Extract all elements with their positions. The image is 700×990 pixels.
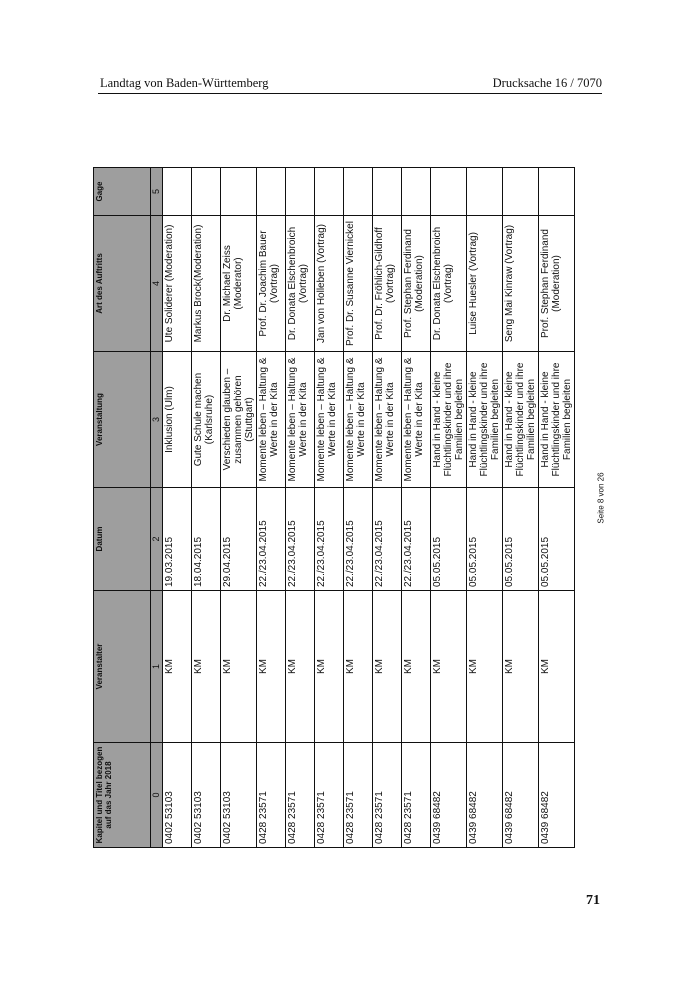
cell-veranstalter: KM bbox=[344, 591, 373, 743]
cell-datum: 05.05.2015 bbox=[431, 488, 467, 591]
header-left: Landtag von Baden-Württemberg bbox=[100, 76, 269, 90]
cell-veranstaltung: Momente leben – Haltung & Werte in der Kita bbox=[315, 352, 344, 488]
cell-art: Dr. Donata Elschenbroich (Vortrag) bbox=[286, 216, 315, 352]
rotated-table-container bbox=[93, 168, 590, 848]
table-row bbox=[373, 168, 402, 848]
cell-veranstaltung: Inklusion (Ulm) bbox=[163, 352, 192, 488]
cell-veranstaltung: Gute Schule machen (Karlsruhe) bbox=[192, 352, 221, 488]
cell-datum: 22./23.04.2015 bbox=[315, 488, 344, 591]
cell-gage bbox=[431, 168, 467, 216]
table-row bbox=[402, 168, 431, 848]
col-header-datum: Datum bbox=[94, 488, 151, 591]
cell-art: Prof. Dr. Fröhlich-Gildhoff (Vortrag) bbox=[373, 216, 402, 352]
cell-gage bbox=[315, 168, 344, 216]
table-row bbox=[431, 168, 467, 848]
cell-veranstaltung: Momente leben – Haltung & Werte in der Kita bbox=[402, 352, 431, 488]
cell-gage bbox=[192, 168, 221, 216]
table-row bbox=[467, 168, 503, 848]
cell-art: Jan von Holleben (Vortrag) bbox=[315, 216, 344, 352]
cell-kapitel: 0428 23571 bbox=[402, 743, 431, 848]
cell-veranstalter: KM bbox=[431, 591, 467, 743]
cell-gage bbox=[257, 168, 286, 216]
col-header-art: Art des Auftritts bbox=[94, 216, 151, 352]
cell-kapitel: 0428 23571 bbox=[373, 743, 402, 848]
cell-art: Prof. Stephan Ferdinand (Moderation) bbox=[402, 216, 431, 352]
cell-datum: 05.05.2015 bbox=[467, 488, 503, 591]
cell-datum: 29.04.2015 bbox=[221, 488, 257, 591]
table-row bbox=[221, 168, 257, 848]
cell-art: Dr. Donata Elschenbroich (Vortrag) bbox=[431, 216, 467, 352]
table-row bbox=[163, 168, 192, 848]
header-rule bbox=[98, 93, 602, 94]
col-header-gage: Gage bbox=[94, 168, 151, 216]
col-number: 3 bbox=[151, 352, 163, 488]
cell-kapitel: 0428 23571 bbox=[315, 743, 344, 848]
table-row bbox=[344, 168, 373, 848]
cell-datum: 19.03.2015 bbox=[163, 488, 192, 591]
col-header-kapitel: Kapitel und Titel bezogen auf das Jahr 2018 bbox=[94, 743, 151, 848]
cell-datum: 05.05.2015 bbox=[503, 488, 539, 591]
cell-gage bbox=[402, 168, 431, 216]
cell-veranstalter: KM bbox=[286, 591, 315, 743]
cell-veranstalter: KM bbox=[163, 591, 192, 743]
table-number-row bbox=[151, 168, 163, 848]
events-table bbox=[93, 167, 575, 848]
cell-datum: 22./23.04.2015 bbox=[402, 488, 431, 591]
cell-gage bbox=[467, 168, 503, 216]
cell-datum: 22./23.04.2015 bbox=[373, 488, 402, 591]
cell-veranstalter: KM bbox=[503, 591, 539, 743]
col-header-veranstalter: Veranstalter bbox=[94, 591, 151, 743]
cell-gage bbox=[539, 168, 575, 216]
cell-kapitel: 0439 68482 bbox=[431, 743, 467, 848]
cell-datum: 18.04.2015 bbox=[192, 488, 221, 591]
cell-art: Prof. Dr. Joachim Bauer (Vortrag) bbox=[257, 216, 286, 352]
cell-veranstaltung: Momente leben – Haltung & Werte in der Kita bbox=[257, 352, 286, 488]
cell-art: Markus Brock(Moderation) bbox=[192, 216, 221, 352]
cell-veranstaltung: Momente leben – Haltung & Werte in der Kita bbox=[286, 352, 315, 488]
cell-kapitel: 0428 23571 bbox=[344, 743, 373, 848]
cell-art: Ute Soliderer (Moderation) bbox=[163, 216, 192, 352]
cell-veranstalter: KM bbox=[539, 591, 575, 743]
cell-veranstaltung: Momente leben – Haltung & Werte in der Kita bbox=[373, 352, 402, 488]
cell-art: Seng Mai Kinraw (Vortrag) bbox=[503, 216, 539, 352]
cell-veranstalter: KM bbox=[221, 591, 257, 743]
col-number: 5 bbox=[151, 168, 163, 216]
col-number: 1 bbox=[151, 591, 163, 743]
cell-datum: 05.05.2015 bbox=[539, 488, 575, 591]
table-row bbox=[503, 168, 539, 848]
cell-gage bbox=[503, 168, 539, 216]
cell-veranstalter: KM bbox=[192, 591, 221, 743]
table-row bbox=[257, 168, 286, 848]
cell-kapitel: 0428 23571 bbox=[257, 743, 286, 848]
cell-kapitel: 0428 23571 bbox=[286, 743, 315, 848]
cell-datum: 22./23.04.2015 bbox=[344, 488, 373, 591]
cell-veranstalter: KM bbox=[315, 591, 344, 743]
cell-veranstalter: KM bbox=[402, 591, 431, 743]
cell-gage bbox=[286, 168, 315, 216]
col-number: 0 bbox=[151, 743, 163, 848]
table-row bbox=[315, 168, 344, 848]
table-row bbox=[192, 168, 221, 848]
col-header-veranstaltung: Veranstaltung bbox=[94, 352, 151, 488]
cell-art: Luise Huesler (Vortrag) bbox=[467, 216, 503, 352]
cell-kapitel: 0402 53103 bbox=[163, 743, 192, 848]
cell-kapitel: 0439 68482 bbox=[539, 743, 575, 848]
cell-veranstaltung: Hand in Hand - kleine Flüchtlingskinder und ihre Familien begleiten bbox=[539, 352, 575, 488]
page-footer: Seite 8 von 26 bbox=[596, 472, 606, 524]
cell-veranstalter: KM bbox=[467, 591, 503, 743]
cell-veranstalter: KM bbox=[373, 591, 402, 743]
header-right: Drucksache 16 / 7070 bbox=[492, 76, 602, 90]
cell-datum: 22./23.04.2015 bbox=[257, 488, 286, 591]
table-row bbox=[286, 168, 315, 848]
table-body bbox=[163, 168, 575, 848]
cell-kapitel: 0402 53103 bbox=[221, 743, 257, 848]
cell-kapitel: 0439 68482 bbox=[503, 743, 539, 848]
cell-veranstalter: KM bbox=[257, 591, 286, 743]
col-number: 2 bbox=[151, 488, 163, 591]
cell-kapitel: 0402 53103 bbox=[192, 743, 221, 848]
cell-kapitel: 0439 68482 bbox=[467, 743, 503, 848]
cell-veranstaltung: Hand in Hand - kleine Flüchtlingskinder und ihre Familien begleiten bbox=[467, 352, 503, 488]
table-header-row bbox=[94, 168, 151, 848]
cell-art: Prof. Dr. Susanne Viernickel bbox=[344, 216, 373, 352]
cell-veranstaltung: Hand in Hand - kleine Flüchtlingskinder und ihre Familien begleiten bbox=[503, 352, 539, 488]
page-number: 71 bbox=[586, 893, 600, 908]
cell-gage bbox=[373, 168, 402, 216]
col-number: 4 bbox=[151, 216, 163, 352]
cell-gage bbox=[163, 168, 192, 216]
cell-art: Prof. Stephan Ferdinand (Moderation) bbox=[539, 216, 575, 352]
cell-veranstaltung: Verschieden glauben – zusammen gehören (Stuttgart) bbox=[221, 352, 257, 488]
cell-gage bbox=[344, 168, 373, 216]
cell-veranstaltung: Momente leben – Haltung & Werte in der Kita bbox=[344, 352, 373, 488]
cell-gage bbox=[221, 168, 257, 216]
cell-veranstaltung: Hand in Hand - kleine Flüchtlingskinder und ihre Familien begleiten bbox=[431, 352, 467, 488]
table-row bbox=[539, 168, 575, 848]
cell-art: Dr. Michael Zeiss (Moderator) bbox=[221, 216, 257, 352]
cell-datum: 22./23.04.2015 bbox=[286, 488, 315, 591]
